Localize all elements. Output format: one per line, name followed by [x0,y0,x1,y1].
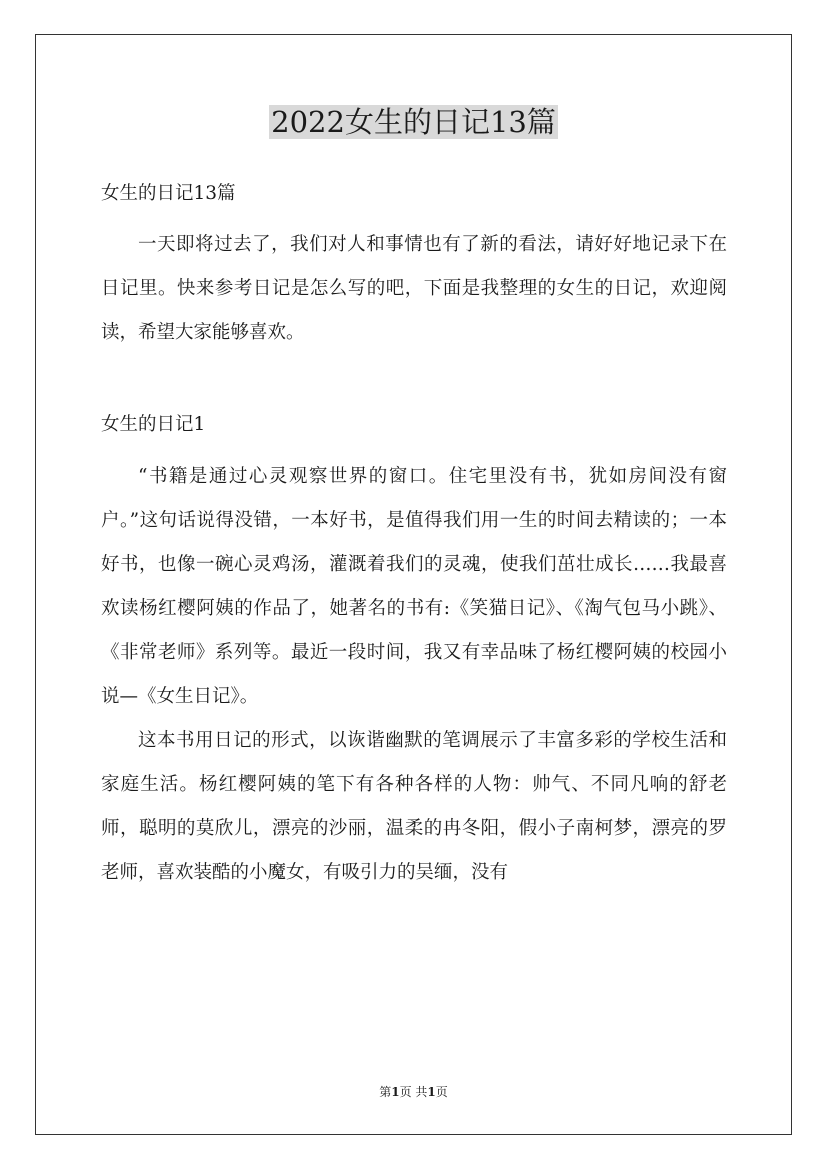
footer-middle: 页 共 [399,1085,428,1099]
body-paragraph-2: 这本书用日记的形式，以诙谐幽默的笔调展示了丰富多彩的学校生活和家庭生活。杨红樱阿姨的笔下有各种各样的人物：帅气、不同凡响的舒老师，聪明的莫欣儿，漂亮的沙丽，温柔的冉冬阳，假小子南柯梦，漂亮的罗老师，喜欢装酷的小魔女，有吸引力的吴缅，没有 [101,730,727,883]
spacer [101,445,727,455]
footer-page-number: 1 [391,1085,400,1099]
document-subtitle: 女生的日记13篇 [101,183,236,204]
document-body [101,174,727,895]
body-paragraph-1: “书籍是通过心灵观察世界的窗口。住宅里没有书，犹如房间没有窗户。”这句话说得没错，一本好书，是值得我们用一生的时间去精读的；一本好书，也像一碗心灵鸡汤，灌溉着我们的灵魂，使我们茁壮成长……我最喜欢读杨红樱阿姨的作品了，她著名的书有:《笑猫日记》、《淘气包马小跳》、《非常老师》系列等。最近一段时间，我又有幸品味了杨红樱阿姨的校园小说—《女生日记》。 [101,466,727,707]
spacer [101,355,727,405]
document-title-text: 2022女生的日记13篇 [271,105,556,139]
footer-prefix: 第 [379,1085,392,1099]
document-title [0,103,827,141]
footer-total-pages: 1 [427,1085,436,1099]
page-footer [0,1082,827,1102]
section-heading: 女生的日记1 [101,414,206,435]
footer-suffix: 页 [435,1085,448,1099]
intro-paragraph: 一天即将过去了，我们对人和事情也有了新的看法，请好好地记录下在日记里。快来参考日记是怎么写的吧，下面是我整理的女生的日记，欢迎阅读，希望大家能够喜欢。 [101,234,727,343]
spacer [101,214,727,223]
